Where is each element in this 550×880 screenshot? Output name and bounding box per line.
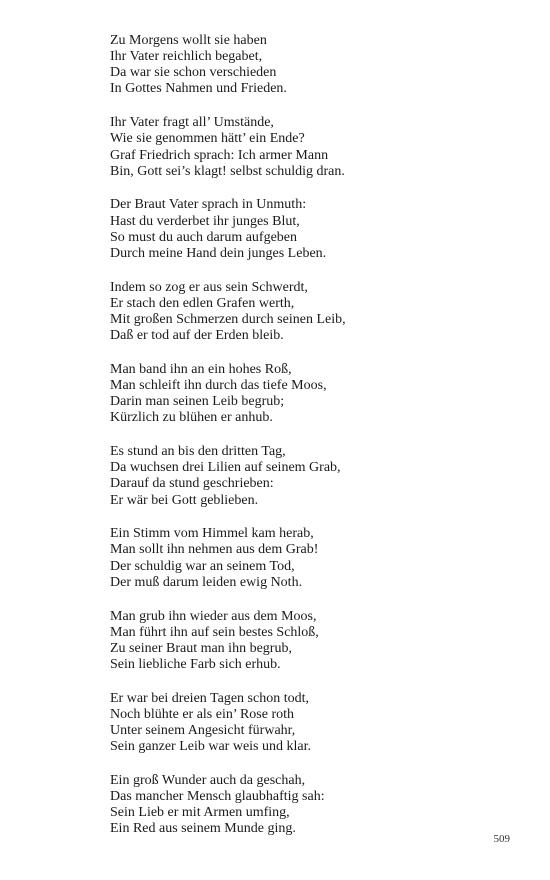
verse-line: Indem so zog er aus sein Schwerdt, [110, 279, 308, 295]
verse-line: Ein Stimm vom Himmel kam herab, [110, 526, 314, 542]
verse-line: Man band ihn an ein hohes Roß, [110, 361, 292, 377]
verse-line: Bin, Gott sei’s klagt! selbst schuldig dran. [110, 163, 345, 179]
verse-line: Ein Red aus seinem Munde ging. [110, 821, 296, 837]
verse-line: Zu Morgens wollt sie haben [110, 33, 267, 48]
verse-line: Man grub ihn wieder aus dem Moos, [110, 608, 317, 624]
verse-line: Ein groß Wunder auch da geschah, [110, 772, 306, 788]
verse-line: Hast du verderbet ihr junges Blut, [110, 213, 300, 229]
verse-line: Man führt ihn auf sein bestes Schloß, [110, 624, 319, 640]
verse-line: Ihr Vater reichlich begabet, [110, 49, 263, 65]
verse-line: Noch blühte er als ein’ Rose roth [110, 706, 295, 722]
verse-line: Sein Lieb er mit Armen umfing, [110, 805, 290, 821]
verse-line: Unter seinem Angesicht fürwahr, [110, 723, 296, 739]
stanza [110, 362, 530, 427]
verse-line: Darin man seinen Leib begrub; [110, 394, 285, 410]
verse-line: In Gottes Nahmen und Frieden. [110, 81, 287, 97]
verse-line: Er war bei dreien Tagen schon todt, [110, 690, 309, 706]
poem-text [110, 33, 530, 855]
verse-line: Wie sie genommen hätt’ ein Ende? [110, 131, 305, 147]
stanza [110, 444, 530, 509]
verse-line: Da wuchsen drei Lilien auf seinem Grab, [110, 460, 341, 476]
stanza [110, 526, 530, 591]
verse-line: Zu seiner Braut man ihn begrub, [110, 640, 292, 656]
stanza [110, 773, 530, 838]
verse-line: Der schuldig war an seinem Tod, [110, 558, 295, 574]
stanza [110, 115, 530, 180]
verse-line: Man schleift ihn durch das tiefe Moos, [110, 378, 327, 394]
verse-line: Das mancher Mensch glaubhaftig sah: [110, 789, 325, 805]
verse-line: Durch meine Hand dein junges Leben. [110, 245, 327, 261]
verse-line: Graf Friedrich sprach: Ich armer Mann [110, 147, 329, 163]
verse-line: Mit großen Schmerzen durch seinen Leib, [110, 311, 346, 327]
verse-line: Man sollt ihn nehmen aus dem Grab! [110, 542, 319, 558]
verse-line: Darauf da stund geschrieben: [110, 476, 274, 492]
verse-line: Sein liebliche Farb sich erhub. [110, 657, 281, 672]
verse-line: Kürzlich zu blühen er anhub. [110, 410, 273, 426]
verse-line: Daß er tod auf der Erden bleib. [110, 328, 284, 344]
verse-line: Er stach den edlen Grafen werth, [110, 295, 295, 311]
verse-line: Er wär bei Gott geblieben. [110, 492, 259, 508]
page-number: 509 [493, 833, 510, 845]
verse-line: Es stund an bis den dritten Tag, [110, 444, 286, 460]
verse-line: Der muß darum leiden ewig Noth. [110, 574, 303, 590]
stanza [110, 280, 530, 345]
verse-line: So must du auch darum aufgeben [110, 229, 298, 245]
stanza [110, 33, 530, 98]
verse-line: Sein ganzer Leib war weis und klar. [110, 739, 311, 755]
verse-line: Ihr Vater fragt all’ Umstände, [110, 115, 274, 131]
stanza [110, 609, 530, 674]
verse-line: Da war sie schon verschieden [110, 65, 277, 81]
stanza [110, 691, 530, 756]
stanza [110, 197, 530, 262]
verse-line: Der Braut Vater sprach in Unmuth: [110, 197, 307, 213]
